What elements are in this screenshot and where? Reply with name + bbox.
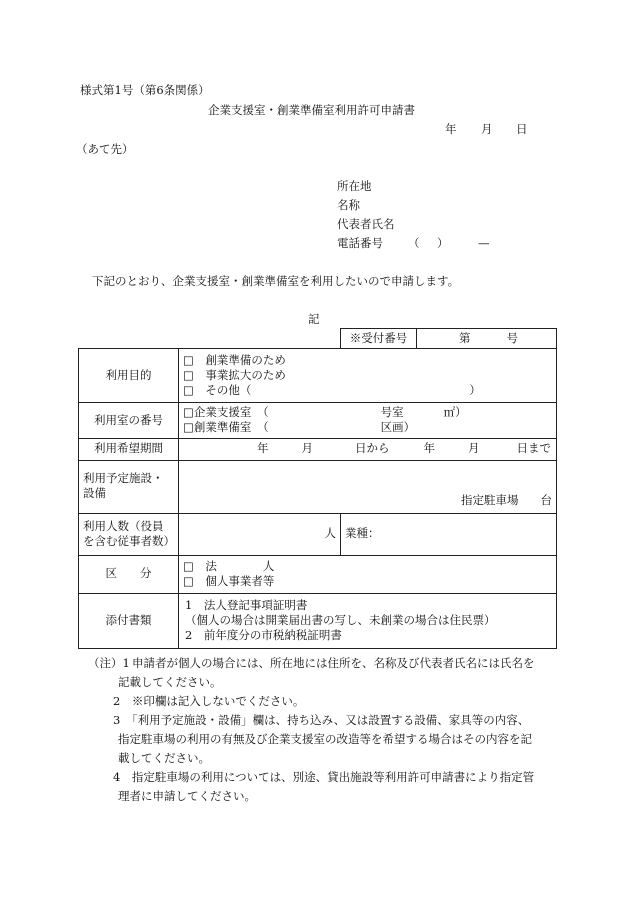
period-label: 利用希望期間 xyxy=(79,438,179,460)
purpose-row xyxy=(79,349,557,403)
note-3b: 指定駐車場の利用の有無及び企業支援室の改造等を希望する場合はその内容を記 xyxy=(118,732,532,746)
receipt-go: 号 xyxy=(506,331,518,345)
category-option-individual[interactable]: □ 個人事業者等 xyxy=(183,574,275,589)
period-from: 日から xyxy=(355,441,390,456)
addressee: （あて先） xyxy=(76,142,134,156)
purpose-options[interactable] xyxy=(179,349,557,403)
period-row xyxy=(79,438,557,460)
parking-label: 指定駐車場 xyxy=(461,493,519,508)
attachment-item-1-note: （個人の場合は開業届出書の写し、未創業の場合は住民票） xyxy=(185,612,496,627)
facility-field[interactable] xyxy=(179,460,557,513)
period-year-1: 年 xyxy=(257,441,269,456)
people-label: 利用人数（役員を含む従事者数） xyxy=(79,513,179,555)
receipt-row xyxy=(79,329,557,349)
note-3a: 3 「利用予定施設・設備」欄は、持ち込み、又は設置する設備、家具等の内容、 xyxy=(113,713,530,727)
attachments-list xyxy=(179,593,557,648)
receipt-number-field[interactable] xyxy=(417,329,557,349)
intro-text: 下記のとおり、企業支援室・創業準備室を利用したいので申請します。 xyxy=(92,274,460,288)
room-label: 利用室の番号 xyxy=(79,403,179,438)
facility-row xyxy=(79,460,557,513)
attachments-row xyxy=(79,593,557,648)
note-1a: 申請者が個人の場合には、所在地には住所を、名称及び代表者氏名には氏名を xyxy=(132,656,535,670)
note-prefix: （注）1 xyxy=(88,656,130,670)
applicant-address-label: 所在地 xyxy=(337,179,372,193)
category-label: 区 分 xyxy=(79,555,179,593)
note-4a: 4 指定駐車場の利用については、別途、貸出施設等利用許可申請書により指定管 xyxy=(113,770,535,784)
facility-label: 利用予定施設・設備 xyxy=(79,460,179,513)
industry-label: 業種： xyxy=(345,526,380,541)
attachments-label: 添付書類 xyxy=(79,593,179,648)
room-number-unit: 号室 xyxy=(380,405,404,420)
note-1b: 記載してください。 xyxy=(118,675,222,689)
room-area-unit: ㎡） xyxy=(443,405,467,420)
page-title: 企業支援室・創業準備室利用許可申請書 xyxy=(208,103,415,117)
applicant-name-label: 名称 xyxy=(337,198,360,212)
category-option-corporation[interactable]: □ 法 人 xyxy=(183,558,275,573)
period-month-2: 月 xyxy=(468,441,480,456)
form-number: 様式第1号（第6条関係） xyxy=(80,83,210,97)
category-options[interactable] xyxy=(179,555,557,593)
date-month: 月 xyxy=(481,122,493,136)
note-3c: 載してください。 xyxy=(118,751,210,765)
note-2: 2 ※印欄は記入しないでください。 xyxy=(113,694,305,708)
attachment-item-1: 1 法人登記事項証明書 xyxy=(185,597,308,612)
date-day: 日 xyxy=(516,122,528,136)
period-year-2: 年 xyxy=(423,441,435,456)
purpose-option-3[interactable]: □ その他（ xyxy=(183,383,252,398)
phone-paren-close: ） xyxy=(437,236,449,250)
category-row xyxy=(79,555,557,593)
room-row xyxy=(79,403,557,438)
ki-label: 記 xyxy=(308,312,320,326)
period-until: 日まで xyxy=(516,441,551,456)
room-section-unit: 区画） xyxy=(380,420,416,435)
purpose-option-1[interactable]: □ 創業準備のため xyxy=(183,352,286,367)
people-unit: 人 xyxy=(324,526,336,541)
parking-unit: 台 xyxy=(540,493,552,508)
people-count-field[interactable] xyxy=(179,513,341,555)
purpose-other-close: ） xyxy=(469,383,481,398)
period-field[interactable] xyxy=(179,438,557,460)
room-options[interactable] xyxy=(179,403,557,438)
attachment-item-2: 2 前年度分の市税納税証明書 xyxy=(185,628,342,643)
room-option-startup[interactable]: □創業準備室 （ xyxy=(183,420,269,435)
date-year: 年 xyxy=(445,122,457,136)
room-option-support[interactable]: □企業支援室 （ xyxy=(183,405,269,420)
phone-paren-open: （ xyxy=(408,236,420,250)
note-4b: 理者に申請してください。 xyxy=(118,789,256,803)
purpose-option-2[interactable]: □ 事業拡大のため xyxy=(183,368,286,383)
application-table xyxy=(78,328,557,649)
period-month-1: 月 xyxy=(301,441,313,456)
receipt-label: ※受付番号 xyxy=(341,329,417,349)
industry-field[interactable] xyxy=(341,513,557,555)
applicant-representative-label: 代表者氏名 xyxy=(337,217,395,231)
purpose-label: 利用目的 xyxy=(79,349,179,403)
receipt-dai: 第 xyxy=(459,331,471,345)
applicant-phone-label: 電話番号 xyxy=(337,236,383,250)
people-row xyxy=(79,513,557,555)
phone-dash: — xyxy=(478,236,490,250)
